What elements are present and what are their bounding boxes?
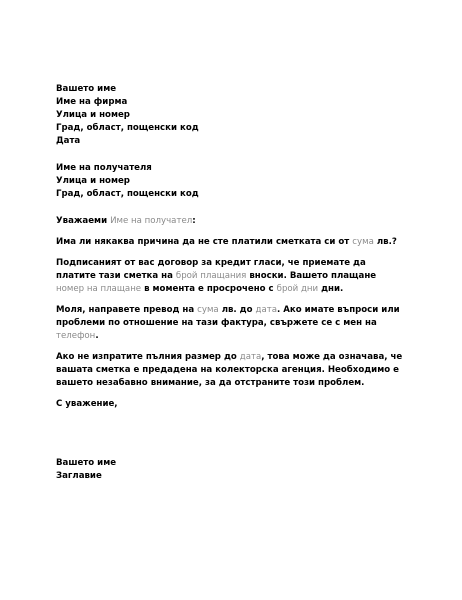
p1-text-a: Има ли някаква причина да не сте платили сметката си от xyxy=(56,237,353,247)
p3-text-d: . xyxy=(95,331,99,341)
date-placeholder[interactable]: дата xyxy=(255,305,278,315)
p3-text-b: лв. до xyxy=(218,305,256,315)
p2-text-b: вноски. Вашето плащане xyxy=(246,271,377,281)
closing: С уважение, xyxy=(56,399,118,409)
salutation-suffix: : xyxy=(192,216,196,226)
paragraph-question xyxy=(56,236,406,249)
signature-title: Заглавие xyxy=(56,471,102,481)
salutation-recipient-placeholder[interactable]: Име на получател xyxy=(110,216,193,226)
recipient-city: Град, област, пощенски код xyxy=(56,189,199,199)
p4-text-a: Ако не изпратите пълния размер до xyxy=(56,352,240,362)
p2-text-a: Подписаният от вас договор за кредит гласи, че приемате да платите тази сметка на xyxy=(56,258,366,281)
paragraph-warning xyxy=(56,351,406,390)
amount-placeholder[interactable]: сума xyxy=(197,305,219,315)
salutation-prefix: Уважаеми xyxy=(56,216,111,226)
signature-block xyxy=(56,457,406,483)
sender-block xyxy=(56,83,406,148)
salutation xyxy=(56,215,406,228)
phone-placeholder[interactable]: телефон xyxy=(56,331,96,341)
signature-name: Вашето име xyxy=(56,458,117,468)
paragraph-transfer-request xyxy=(56,304,406,343)
recipient-street: Улица и номер xyxy=(56,176,130,186)
p2-text-c: в момента е просрочено с xyxy=(141,284,277,294)
p3-text-a: Моля, направете превод на xyxy=(56,305,198,315)
installments-count-placeholder[interactable]: брой плащания xyxy=(175,271,247,281)
recipient-name: Име на получателя xyxy=(56,163,152,173)
sender-company: Име на фирма xyxy=(56,97,128,107)
sender-street: Улица и номер xyxy=(56,110,130,120)
date-placeholder[interactable]: дата xyxy=(239,352,262,362)
p1-text-b: лв.? xyxy=(373,237,397,247)
p2-text-d: дни. xyxy=(318,284,344,294)
sender-name: Вашето име xyxy=(56,84,117,94)
p3-text-c: . Ако имате въпроси или проблеми по отношение на тази фактура, свържете се с мен на xyxy=(56,305,400,328)
letter-body xyxy=(56,83,406,483)
amount-placeholder[interactable]: сума xyxy=(352,237,374,247)
sender-city: Град, област, пощенски код xyxy=(56,123,199,133)
payment-number-placeholder[interactable]: номер на плащане xyxy=(56,284,142,294)
recipient-block xyxy=(56,162,406,201)
p4-text-b: , това може да означава, че вашата сметка е предадена на колекторска агенция. Необходимо е вашето незабавно внимание, за да отстраните този проблем. xyxy=(56,352,403,388)
days-count-placeholder[interactable]: брой дни xyxy=(276,284,319,294)
letter-date: Дата xyxy=(56,136,81,146)
paragraph-contract xyxy=(56,257,406,296)
